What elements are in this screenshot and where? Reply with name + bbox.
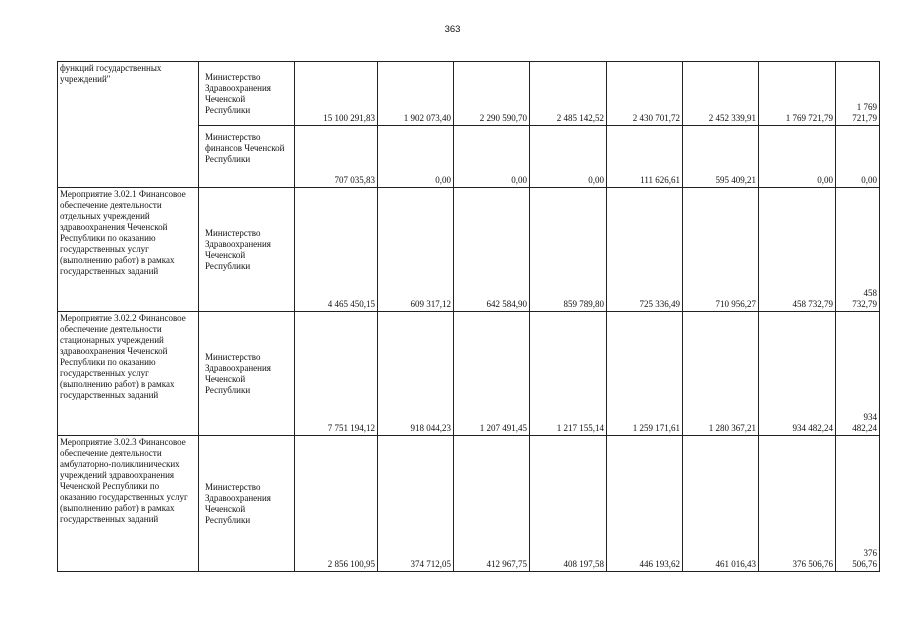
- table-row: [58, 188, 880, 312]
- value-year-5: 2 452 339,91: [683, 62, 759, 126]
- value-total: 2 856 100,95: [295, 436, 378, 572]
- value-total: 15 100 291,83: [295, 62, 378, 126]
- value-year-5: 595 409,21: [683, 126, 759, 188]
- value-year-2: 2 290 590,70: [454, 62, 530, 126]
- activity-name-cell: Мероприятие 3.02.2 Финансовое обеспечение деятельности стационарных учреждений здравоохранения Чеченской Республики по оказанию государственных услуг (выполнению работ) в рамках государственных заданий: [58, 312, 199, 436]
- value-year-1: 0,00: [378, 126, 454, 188]
- table-row: [58, 436, 880, 572]
- executor-cell: Министерство Здравоохранения Чеченской Республики: [199, 436, 295, 572]
- value-year-5: 461 016,43: [683, 436, 759, 572]
- value-year-3: 1 217 155,14: [530, 312, 607, 436]
- value-year-1: 918 044,23: [378, 312, 454, 436]
- value-year-3: 859 789,80: [530, 188, 607, 312]
- budget-table: [57, 61, 880, 572]
- value-year-3: 408 197,58: [530, 436, 607, 572]
- value-year-7: 1 769 721,79: [836, 62, 880, 126]
- value-year-7: 934 482,24: [836, 312, 880, 436]
- executor-cell: Министерство Здравоохранения Чеченской Республики: [199, 188, 295, 312]
- value-year-3: 2 485 142,52: [530, 62, 607, 126]
- value-year-2: 1 207 491,45: [454, 312, 530, 436]
- value-year-6: 376 506,76: [759, 436, 836, 572]
- value-year-4: 446 193,62: [607, 436, 683, 572]
- page-number: 363: [444, 24, 461, 35]
- executor-cell: Министерство финансов Чеченской Республики: [199, 126, 295, 188]
- value-year-2: 642 584,90: [454, 188, 530, 312]
- activity-name-cell: Мероприятие 3.02.3 Финансовое обеспечение деятельности амбулаторно-поликлинических учреждений здравоохранения Чеченской Республики по оказанию государственных услуг (выполнению работ) в рамках государственных заданий: [58, 436, 199, 572]
- value-year-7: 0,00: [836, 126, 880, 188]
- value-year-5: 1 280 367,21: [683, 312, 759, 436]
- table-row: [58, 312, 880, 436]
- value-total: 4 465 450,15: [295, 188, 378, 312]
- value-year-4: 1 259 171,61: [607, 312, 683, 436]
- value-year-2: 412 967,75: [454, 436, 530, 572]
- executor-cell: Министерство Здравоохранения Чеченской Республики: [199, 62, 295, 126]
- value-year-4: 111 626,61: [607, 126, 683, 188]
- value-year-6: 934 482,24: [759, 312, 836, 436]
- activity-name-cell: Мероприятие 3.02.1 Финансовое обеспечение деятельности отдельных учреждений здравоохранения Чеченской Республики по оказанию государственных услуг (выполнению работ) в рамках государственных заданий: [58, 188, 199, 312]
- value-total: 707 035,83: [295, 126, 378, 188]
- executor-cell: Министерство Здравоохранения Чеченской Республики: [199, 312, 295, 436]
- value-year-1: 1 902 073,40: [378, 62, 454, 126]
- value-year-5: 710 956,27: [683, 188, 759, 312]
- table-row: [58, 62, 880, 126]
- value-year-6: 0,00: [759, 126, 836, 188]
- value-year-6: 458 732,79: [759, 188, 836, 312]
- value-year-4: 725 336,49: [607, 188, 683, 312]
- value-year-7: 458 732,79: [836, 188, 880, 312]
- value-year-2: 0,00: [454, 126, 530, 188]
- value-year-7: 376 506,76: [836, 436, 880, 572]
- activity-name-cell: функций государственных учреждений": [58, 62, 199, 188]
- value-year-4: 2 430 701,72: [607, 62, 683, 126]
- value-total: 7 751 194,12: [295, 312, 378, 436]
- value-year-6: 1 769 721,79: [759, 62, 836, 126]
- value-year-1: 374 712,05: [378, 436, 454, 572]
- value-year-3: 0,00: [530, 126, 607, 188]
- value-year-1: 609 317,12: [378, 188, 454, 312]
